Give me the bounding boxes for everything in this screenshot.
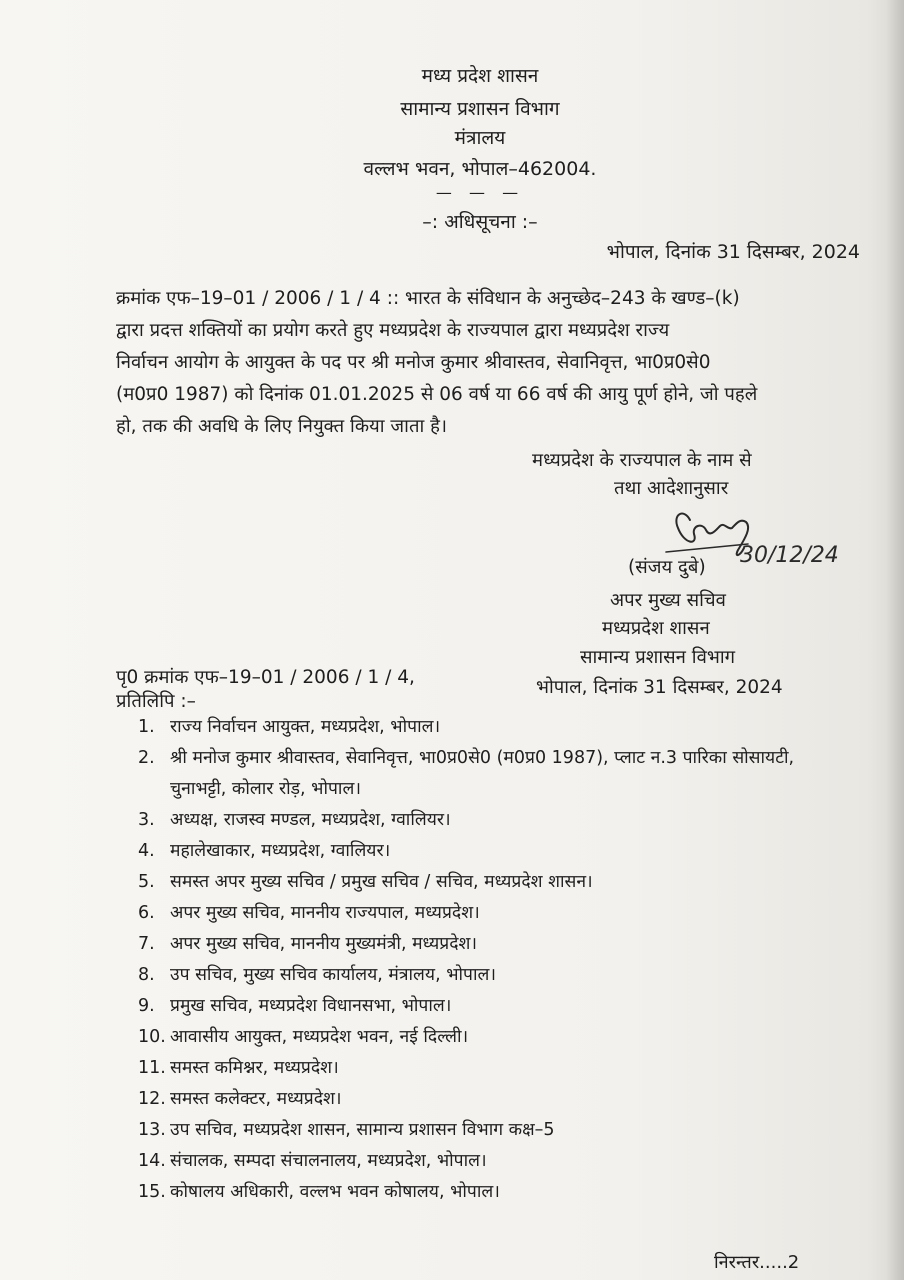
list-item: 14. संचालक, सम्पदा संचालनालय, मध्यप्रदेश, भोपाल। bbox=[138, 1151, 487, 1171]
header-department: सामान्य प्रशासन विभाग bbox=[400, 98, 560, 120]
header-address: वल्लभ भवन, भोपाल–462004. bbox=[363, 158, 597, 180]
endorsement-reference: पृ0 क्रमांक एफ–19–01 / 2006 / 1 / 4, bbox=[116, 667, 415, 688]
list-item: 11. समस्त कमिश्नर, मध्यप्रदेश। bbox=[138, 1058, 339, 1078]
signatory-date: भोपाल, दिनांक 31 दिसम्बर, 2024 bbox=[536, 677, 783, 698]
authority-line-1: मध्यप्रदेश के राज्यपाल के नाम से bbox=[532, 450, 752, 471]
list-item: 5. समस्त अपर मुख्य सचिव / प्रमुख सचिव / सचिव, मध्यप्रदेश शासन। bbox=[138, 872, 593, 892]
signatory-department: सामान्य प्रशासन विभाग bbox=[580, 647, 736, 668]
header-office: मंत्रालय bbox=[454, 127, 506, 149]
list-item: 9. प्रमुख सचिव, मध्यप्रदेश विधानसभा, भोपाल। bbox=[138, 996, 452, 1016]
header-separator: — — — bbox=[435, 183, 525, 202]
list-item: 7. अपर मुख्य सचिव, माननीय मुख्यमंत्री, मध्यप्रदेश। bbox=[138, 934, 478, 954]
list-item: 13. उप सचिव, मध्यप्रदेश शासन, सामान्य प्रशासन विभाग कक्ष–5 bbox=[138, 1120, 555, 1140]
list-item: 8. उप सचिव, मुख्य सचिव कार्यालय, मंत्रालय, भोपाल। bbox=[138, 965, 497, 985]
order-line: द्वारा प्रदत्त शक्तियों का प्रयोग करते हुए मध्यप्रदेश के राज्यपाल द्वारा मध्यप्रदेश राज्य bbox=[116, 320, 670, 341]
copy-label: प्रतिलिपि :– bbox=[116, 691, 196, 712]
notification-title: –: अधिसूचना :– bbox=[422, 211, 538, 233]
order-line: क्रमांक एफ–19–01 / 2006 / 1 / 4 :: भारत के संविधान के अनुच्छेद–243 के खण्ड–(k) bbox=[116, 288, 740, 309]
list-item: 2. श्री मनोज कुमार श्रीवास्तव, सेवानिवृत्त, भा0प्र0से0 (म0प्र0 1987), प्लाट न.3 पारिका सोसायटी, चुनाभट्टी, कोलार रोड़, भोपाल। bbox=[138, 748, 795, 799]
signatory-name: (संजय दुबे) bbox=[628, 557, 706, 578]
notification-date: भोपाल, दिनांक 31 दिसम्बर, 2024 bbox=[606, 241, 860, 263]
list-item: 12. समस्त कलेक्टर, मध्यप्रदेश। bbox=[138, 1089, 342, 1109]
signatory-government: मध्यप्रदेश शासन bbox=[602, 618, 710, 639]
list-item: 6. अपर मुख्य सचिव, माननीय राज्यपाल, मध्यप्रदेश। bbox=[138, 903, 480, 923]
list-item: 10. आवासीय आयुक्त, मध्यप्रदेश भवन, नई दिल्ली। bbox=[138, 1027, 469, 1047]
authority-line-2: तथा आदेशानुसार bbox=[614, 478, 729, 499]
order-paragraph bbox=[116, 283, 862, 443]
signature-date: 30/12/24 bbox=[740, 543, 839, 568]
continued-marker: निरन्तर.....2 bbox=[714, 1252, 800, 1273]
list-item: 15. कोषालय अधिकारी, वल्लभ भवन कोषालय, भोपाल। bbox=[138, 1182, 500, 1202]
order-line: निर्वाचन आयोग के आयुक्त के पद पर श्री मनोज कुमार श्रीवास्तव, सेवानिवृत्त, भा0प्र0से0 bbox=[116, 352, 711, 373]
copy-list bbox=[138, 712, 858, 1208]
list-item: 1. राज्य निर्वाचन आयुक्त, मध्यप्रदेश, भोपाल। bbox=[138, 717, 441, 737]
header-government: मध्य प्रदेश शासन bbox=[421, 65, 539, 87]
list-item: 4. महालेखाकार, मध्यप्रदेश, ग्वालियर। bbox=[138, 841, 391, 861]
order-line: (म0प्र0 1987) को दिनांक 01.01.2025 से 06 वर्ष या 66 वर्ष की आयु पूर्ण होने, जो पहले bbox=[116, 384, 758, 405]
signatory-designation: अपर मुख्य सचिव bbox=[610, 590, 726, 611]
order-line: हो, तक की अवधि के लिए नियुक्त किया जाता है। bbox=[116, 416, 447, 437]
list-item: 3. अध्यक्ष, राजस्व मण्डल, मध्यप्रदेश, ग्वालियर। bbox=[138, 810, 451, 830]
